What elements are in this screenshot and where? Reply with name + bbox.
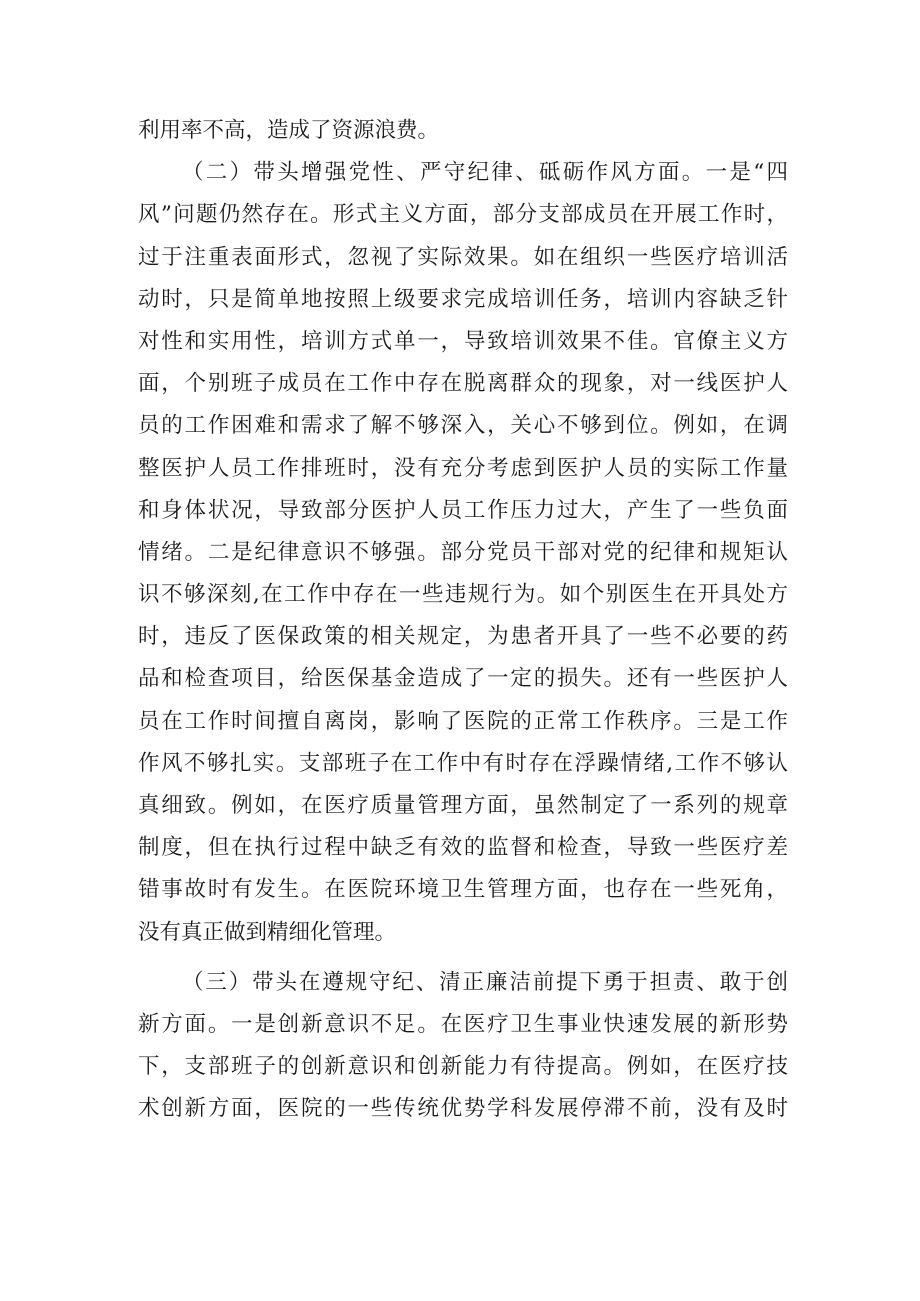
text-line: 品和检查项目，给医保基金造成了一定的损失。还有一些医护人 bbox=[138, 666, 788, 692]
text-line: 对性和实用性，培训方式单一，导致培训效果不佳。官僚主义方 bbox=[138, 328, 788, 354]
text-line: 情绪。二是纪律意识不够强。部分党员干部对党的纪律和规矩认 bbox=[138, 539, 788, 565]
text-line: 制度，但在执行过程中缺乏有效的监督和检查，导致一些医疗差 bbox=[138, 835, 788, 861]
paragraph-continuation bbox=[138, 110, 788, 152]
text-line: 识不够深刻,在工作中存在一些违规行为。如个别医生在开具处方 bbox=[138, 582, 788, 608]
text-line: 下，支部班子的创新意识和创新能力有待提高。例如，在医疗技 bbox=[138, 1054, 788, 1080]
text-line: 员在工作时间擅自离岗，影响了医院的正常工作秩序。三是工作 bbox=[138, 708, 788, 734]
text-line: 动时，只是简单地按照上级要求完成培训任务，培训内容缺乏针 bbox=[138, 286, 788, 312]
text-line: 真细致。例如，在医疗质量管理方面，虽然制定了一系列的规章 bbox=[138, 793, 788, 818]
text-line: 术创新方面，医院的一些传统优势学科发展停滞不前，没有及时 bbox=[138, 1096, 788, 1122]
paragraph-section-3 bbox=[138, 962, 788, 1131]
text-line: 新方面。一是创新意识不足。在医疗卫生事业快速发展的新形势 bbox=[138, 1011, 788, 1037]
text-line: 作风不够扎实。支部班子在工作中有时存在浮躁情绪,工作不够认 bbox=[138, 750, 788, 776]
text-line: 过于注重表面形式，忽视了实际效果。如在组织一些医疗培训活 bbox=[138, 244, 788, 270]
paragraph-section-2 bbox=[138, 152, 788, 954]
paragraph-spacer bbox=[138, 954, 788, 962]
text-line: 错事故时有发生。在医院环境卫生管理方面，也存在一些死角， bbox=[138, 877, 788, 903]
text-line: 风”问题仍然存在。形式主义方面，部分支部成员在开展工作时， bbox=[138, 202, 788, 228]
text-line: 时，违反了医保政策的相关规定，为患者开具了一些不必要的药 bbox=[138, 624, 788, 650]
text-line: 没有真正做到精细化管理。 bbox=[138, 919, 397, 945]
text-line: 和身体状况，导致部分医护人员工作压力过大，产生了一些负面 bbox=[138, 497, 788, 523]
text-line: 员的工作困难和需求了解不够深入，关心不够到位。例如，在调 bbox=[138, 413, 788, 439]
text-line: 利用率不高，造成了资源浪费。 bbox=[138, 118, 440, 143]
text-line: 整医护人员工作排班时，没有充分考虑到医护人员的实际工作量 bbox=[138, 455, 788, 481]
paragraph-heading-line: （二）带头增强党性、严守纪律、砥砺作风方面。一是“四 bbox=[182, 160, 788, 186]
paragraph-heading-line: （三）带头在遵规守纪、清正廉洁前提下勇于担责、敢于创 bbox=[182, 969, 788, 995]
text-line: 面，个别班子成员在工作中存在脱离群众的现象，对一线医护人 bbox=[138, 371, 788, 397]
document-body bbox=[138, 110, 788, 1131]
